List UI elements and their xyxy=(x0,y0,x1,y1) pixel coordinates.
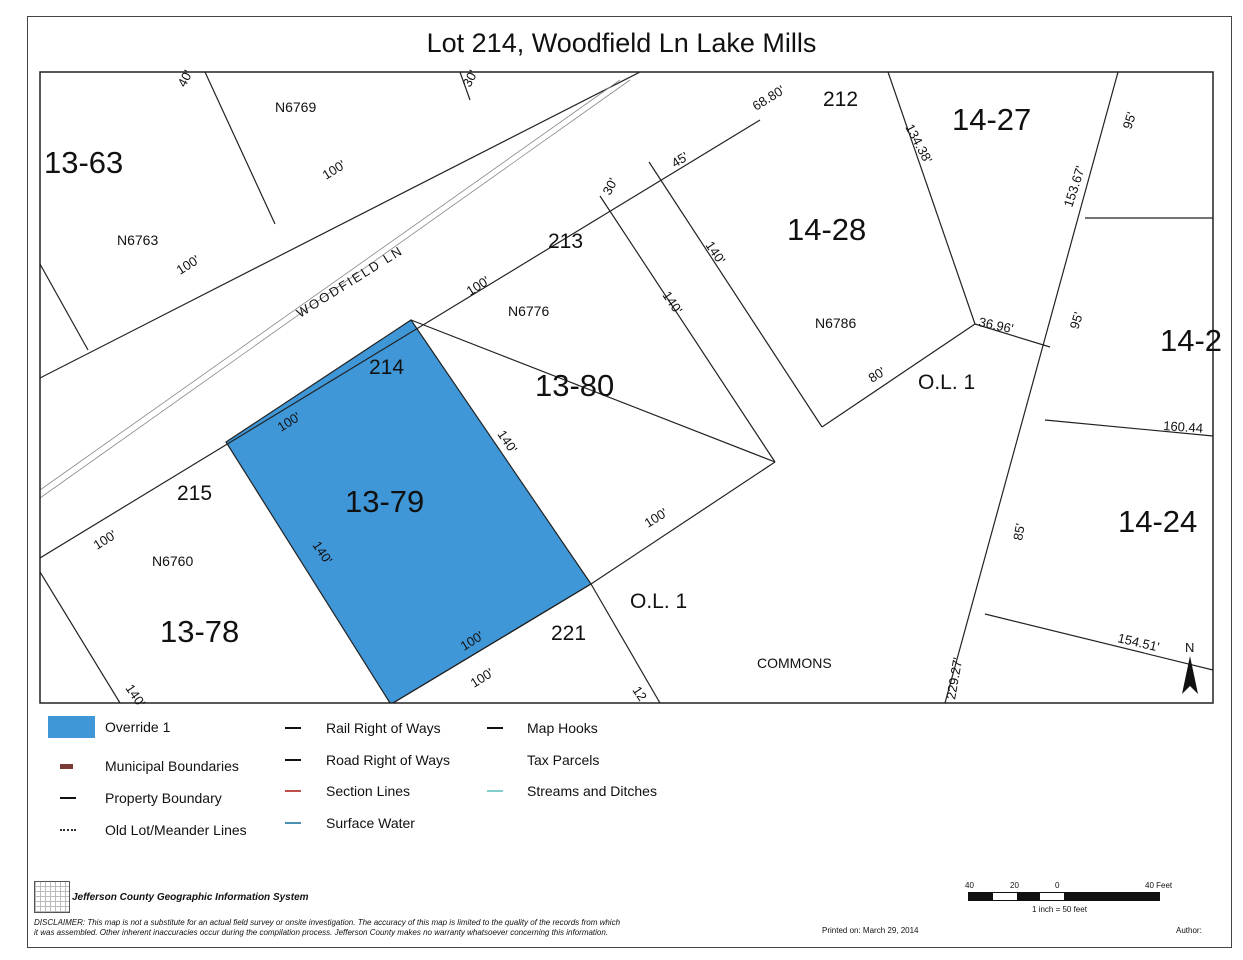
dimension-label: 229.27' xyxy=(943,656,966,701)
dimension-label: 12 xyxy=(629,683,651,704)
outlot-label: O.L. 1 xyxy=(918,371,976,394)
parcel-label: 14-27 xyxy=(952,102,1032,137)
map-title: Lot 214, Woodfield Ln Lake Mills xyxy=(426,28,817,58)
scale-graphic xyxy=(968,892,1160,901)
legend-label: Road Right of Ways xyxy=(326,752,450,768)
legend-label: Municipal Boundaries xyxy=(105,758,239,774)
dimension-label: 140' xyxy=(494,427,521,456)
map-body xyxy=(40,72,1213,703)
dimension-label: 80' xyxy=(865,363,888,386)
street-label: WOODFIELD LN xyxy=(293,242,406,321)
legend-swatch xyxy=(60,764,73,769)
dimension-label: 134.38' xyxy=(902,121,936,166)
north-arrow xyxy=(1182,640,1198,694)
printed-date: Printed on: March 29, 2014 xyxy=(822,926,919,935)
scale-tick: 40 Feet xyxy=(1145,881,1173,890)
agency-name: Jefferson County Geographic Information System xyxy=(72,892,309,903)
legend-label: Property Boundary xyxy=(105,790,222,806)
dimension-label: 160.44 xyxy=(1162,418,1204,436)
scale-tick: 40 xyxy=(965,881,974,890)
lot-number: 213 xyxy=(548,230,584,253)
legend-label: Surface Water xyxy=(326,815,415,831)
lot-number: 221 xyxy=(551,622,587,645)
disclaimer-line: it was assembled. Other inherent inaccuracies occur during the compilation process. Jefferson County makes no warranty whatsoever concerning this information. xyxy=(34,928,609,937)
dimension-label: 30' xyxy=(459,67,481,90)
dimension-label: 100' xyxy=(457,628,487,654)
dimension-label: 85' xyxy=(1010,522,1028,542)
address-label: N6760 xyxy=(152,553,194,569)
parcel-label: 13-78 xyxy=(160,614,240,649)
parcel-label: 13-63 xyxy=(44,145,124,180)
address-label: N6769 xyxy=(275,99,317,115)
legend-rail xyxy=(285,720,441,736)
map-border xyxy=(40,72,1213,703)
legend-municipal xyxy=(60,758,239,774)
dimension-label: 140' xyxy=(702,238,729,267)
dimension-label: 100' xyxy=(467,665,497,691)
legend-water xyxy=(285,815,415,831)
legend-label: Override 1 xyxy=(105,719,171,735)
legend-override xyxy=(48,716,170,738)
dimension-label: 100' xyxy=(463,273,493,299)
parcel-label: 14-24 xyxy=(1118,504,1198,539)
legend-swatch xyxy=(285,759,301,761)
dimension-label: 40' xyxy=(174,67,196,90)
legend-swatch xyxy=(60,797,76,799)
dimension-label: 140' xyxy=(122,681,149,710)
legend-section xyxy=(285,783,410,799)
dimension-label: 100' xyxy=(173,252,203,278)
legend-label: Map Hooks xyxy=(527,720,598,736)
parcel-label: 13-80 xyxy=(535,368,615,403)
legend-label: Old Lot/Meander Lines xyxy=(105,822,247,838)
dimension-label: 100' xyxy=(90,527,120,553)
dimension-label: 95' xyxy=(1066,310,1087,331)
legend-swatch xyxy=(487,790,503,792)
legend-tax xyxy=(527,752,599,768)
parcel-label: 14-28 xyxy=(787,212,867,247)
dimension-label: 95' xyxy=(1119,110,1140,131)
dimension-label: 45' xyxy=(668,148,691,171)
author-label: Author: xyxy=(1176,926,1202,935)
dimension-label: 36.96' xyxy=(977,314,1015,337)
dimension-label: 100' xyxy=(641,505,671,531)
legend-swatch xyxy=(48,716,95,738)
legend-label: Section Lines xyxy=(326,783,411,799)
legend-label: Tax Parcels xyxy=(527,752,600,768)
legend-hooks xyxy=(487,720,598,736)
legend-label: Streams and Ditches xyxy=(527,783,657,799)
dimension-label: 140' xyxy=(309,538,336,567)
county-logo xyxy=(34,881,70,913)
dimension-label: 140' xyxy=(659,288,686,317)
legend-property xyxy=(60,790,222,806)
commons-label: COMMONS xyxy=(757,655,832,671)
lot-number: 215 xyxy=(177,482,213,505)
scale-tick: 0 xyxy=(1055,881,1060,890)
outlot-label: O.L. 1 xyxy=(630,590,688,613)
disclaimer-line: DISCLAIMER: This map is not a substitute for an actual field survey or onsite investigation. The accuracy of this map is limited to the quality of the records from which xyxy=(34,918,621,927)
dimension-label: 30' xyxy=(599,175,621,198)
parcel-label: 13-79 xyxy=(345,484,425,519)
scale-note: 1 inch = 50 feet xyxy=(1032,905,1087,914)
dimension-label: 154.51' xyxy=(1116,630,1161,655)
address-label: N6763 xyxy=(117,232,159,248)
north-label: N xyxy=(1185,640,1195,655)
dimension-label: 68.80' xyxy=(749,82,788,114)
lot-number: 214 xyxy=(369,356,405,379)
legend-swatch xyxy=(487,727,503,729)
address-label: N6776 xyxy=(508,303,550,319)
dimension-label: 100' xyxy=(274,409,304,435)
parcel-lines xyxy=(40,72,1213,703)
lot-number: 212 xyxy=(823,88,859,111)
dimension-label: 100' xyxy=(319,157,349,183)
legend-swatch xyxy=(285,727,301,729)
legend-swatch xyxy=(60,829,76,831)
legend-swatch xyxy=(285,822,301,824)
dimension-label: 153.67' xyxy=(1060,164,1088,209)
legend-oldlot xyxy=(60,822,247,838)
address-label: N6786 xyxy=(815,315,857,331)
legend-swatch xyxy=(285,790,301,792)
scale-tick: 20 xyxy=(1010,881,1019,890)
legend-label: Rail Right of Ways xyxy=(326,720,441,736)
legend-road xyxy=(285,752,450,768)
legend-streams xyxy=(487,783,657,799)
parcel-label: 14-2 xyxy=(1160,323,1223,358)
